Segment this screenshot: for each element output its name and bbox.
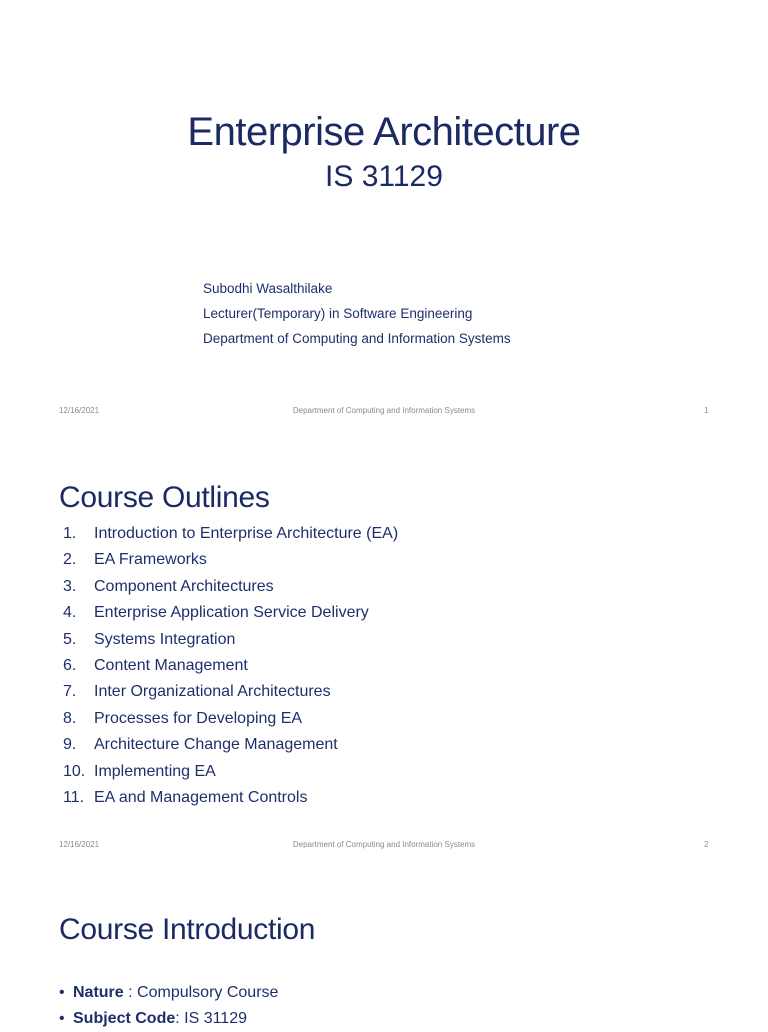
footer-date: 12/16/2021 [59, 840, 100, 849]
author-name: Subodhi Wasalthilake [203, 281, 333, 296]
slide-3-title: Course Introduction [59, 913, 316, 946]
list-item-number: 8. [63, 709, 77, 727]
slide-3 [0, 866, 768, 1027]
slide-1-subtitle: IS 31129 [325, 160, 443, 193]
list-item-text: Systems Integration [94, 630, 236, 648]
list-item-text: Content Management [94, 656, 248, 674]
list-item-text: EA Frameworks [94, 551, 207, 569]
footer-department: Department of Computing and Information Systems [292, 840, 476, 849]
author-department: Department of Computing and Information Systems [203, 331, 511, 346]
course-intro-list [59, 980, 278, 1032]
list-item [63, 785, 398, 811]
list-item-text: Component Architectures [94, 577, 274, 595]
footer-department: Department of Computing and Information Systems [292, 406, 476, 415]
list-item-text: Architecture Change Management [94, 736, 338, 754]
slide-1 [0, 0, 768, 433]
bullet-icon: • [59, 1010, 65, 1027]
list-item-number: 9. [63, 736, 77, 754]
bullet-icon: • [59, 984, 65, 1001]
list-item [63, 547, 398, 573]
list-item-value: Compulsory Course [137, 984, 279, 1001]
list-item [63, 732, 398, 758]
list-item-text: Introduction to Enterprise Architecture (EA) [94, 525, 399, 542]
list-item-number: 7. [63, 683, 77, 701]
list-item [59, 980, 278, 1006]
list-item-text: Processes for Developing EA [94, 709, 303, 727]
list-item [63, 574, 398, 600]
list-item [63, 653, 398, 679]
list-item-label: Nature [73, 984, 124, 1001]
slide-1-title: Enterprise Architecture [187, 110, 581, 154]
list-item-value: IS 31129 [184, 1010, 247, 1027]
author-block [203, 276, 511, 351]
list-item [63, 706, 398, 732]
slide-2-title: Course Outlines [59, 481, 270, 514]
list-item-label: Subject Code [73, 1010, 176, 1027]
author-role: Lecturer(Temporary) in Software Engineering [203, 306, 473, 321]
list-item-separator: : [175, 1010, 185, 1027]
list-item-number: 6. [63, 656, 77, 674]
footer-page-number: 1 [704, 406, 709, 415]
list-item-text: EA and Management Controls [94, 788, 308, 806]
list-item-number: 11. [63, 788, 85, 806]
list-item [59, 1006, 278, 1032]
list-item-number: 4. [63, 604, 77, 622]
list-item-number: 2. [63, 551, 77, 569]
list-item [63, 521, 398, 547]
list-item-number: 3. [63, 577, 77, 595]
list-item-text: Inter Organizational Architectures [94, 683, 331, 701]
list-item-number: 5. [63, 630, 77, 648]
list-item [63, 600, 398, 626]
slide-2 [0, 433, 768, 866]
list-item-text: Enterprise Application Service Delivery [94, 604, 369, 622]
footer-date: 12/16/2021 [59, 406, 100, 415]
course-outline-list [63, 521, 398, 811]
list-item-text: Implementing EA [94, 762, 216, 780]
footer-page-number: 2 [704, 840, 709, 849]
list-item [63, 627, 398, 653]
list-item [63, 759, 398, 785]
list-item [63, 679, 398, 705]
list-item-number: 1. [63, 525, 77, 542]
list-item-number: 10. [63, 762, 86, 780]
list-item-separator: : [123, 984, 138, 1001]
